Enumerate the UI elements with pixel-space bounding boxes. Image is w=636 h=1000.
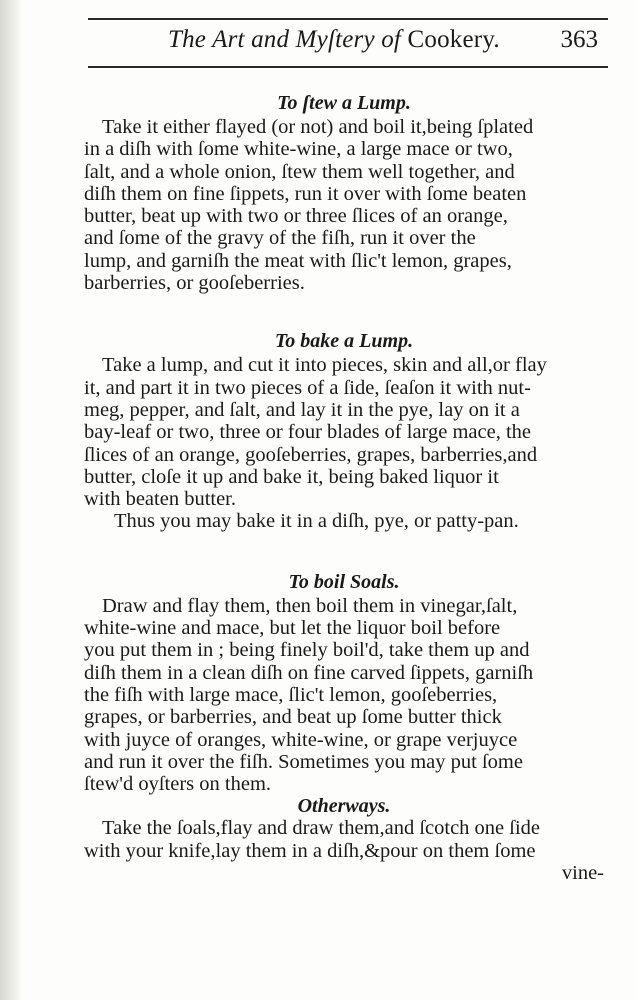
text-line: with your knife,lay them in a diſh,&pour on them ſome bbox=[84, 839, 536, 862]
text-line: Take it either flayed (or not) and boil it,being ſplated bbox=[102, 116, 534, 138]
text-line: lump, and garniſh the meat with ſlic't lemon, grapes, bbox=[84, 249, 512, 272]
recipe-title: Otherways. bbox=[297, 795, 391, 818]
recipe-title: To boil Soals. bbox=[288, 570, 400, 593]
recipe-text bbox=[84, 354, 604, 532]
text-line: with beaten butter. bbox=[84, 488, 236, 511]
text-line: the fiſh with large mace, ſlic't lemon, gooſeberries, bbox=[84, 683, 498, 706]
text-line: with juyce of oranges, white-wine, or grape verjuyce bbox=[84, 728, 518, 751]
recipe-text bbox=[84, 817, 604, 862]
page-content bbox=[84, 90, 604, 884]
text-line: Draw and flay them, then boil them in vinegar,ſalt, bbox=[102, 594, 518, 617]
text-line: diſh them in a clean diſh on fine carved ſippets, garniſh bbox=[84, 661, 534, 684]
text-line: and ſome of the gravy of the fiſh, run it over the bbox=[84, 227, 476, 250]
catchword: vine- bbox=[561, 862, 604, 885]
running-title-suffix: Cookery. bbox=[407, 26, 500, 53]
text-line: grapes, or barberries, and beat up ſome butter thick bbox=[84, 706, 502, 729]
text-line: Take a lump, and cut it into pieces, skin and all,or flay bbox=[102, 354, 547, 377]
text-line: Thus you may bake it in a diſh, pye, or patty-pan. bbox=[114, 510, 519, 533]
header-rule-top bbox=[88, 18, 608, 20]
page-gutter-shadow bbox=[0, 0, 22, 1000]
text-line: ſtew'd oyſters on them. bbox=[84, 773, 272, 796]
recipe-text bbox=[84, 595, 604, 796]
text-line: you put them in ; being finely boil'd, take them up and bbox=[84, 639, 530, 662]
text-line: butter, cloſe it up and bake it, being baked liquor it bbox=[84, 465, 499, 488]
text-line: Take the ſoals,flay and draw them,and ſcotch one ſide bbox=[102, 817, 541, 840]
text-line: white-wine and mace, but let the liquor boil before bbox=[84, 617, 501, 640]
page-number: 363 bbox=[560, 26, 598, 53]
recipe-text bbox=[84, 116, 604, 294]
text-line: it, and part it in two pieces of a ſide, ſeaſon it with nut- bbox=[84, 376, 531, 399]
recipe-title: To bake a Lump. bbox=[274, 330, 414, 353]
text-line: bay-leaf or two, three or four blades of large mace, the bbox=[84, 421, 532, 444]
text-line: butter, beat up with two or three ſlices of an orange, bbox=[84, 205, 508, 228]
running-header bbox=[88, 18, 608, 62]
text-line: ſlices of an orange, gooſeberries, grapes, barberries,and bbox=[84, 443, 538, 466]
text-line: in a diſh with ſome white-wine, a large mace or two, bbox=[84, 138, 513, 161]
text-line: barberries, or gooſeberries. bbox=[84, 272, 305, 295]
header-rule-bottom bbox=[88, 66, 608, 68]
text-line: ſalt, and a whole onion, ſtew them well together, and bbox=[84, 160, 515, 183]
text-line: meg, pepper, and ſalt, and lay it in the pye, lay on it a bbox=[84, 398, 520, 421]
recipe-title: To ſtew a Lump. bbox=[277, 92, 411, 114]
text-line: and run it over the fiſh. Sometimes you may put ſome bbox=[84, 750, 523, 773]
running-title bbox=[168, 26, 500, 54]
running-title-prefix: The Art and Myſtery of bbox=[168, 26, 402, 53]
text-line: diſh them on fine ſippets, run it over with ſome beaten bbox=[84, 182, 527, 205]
